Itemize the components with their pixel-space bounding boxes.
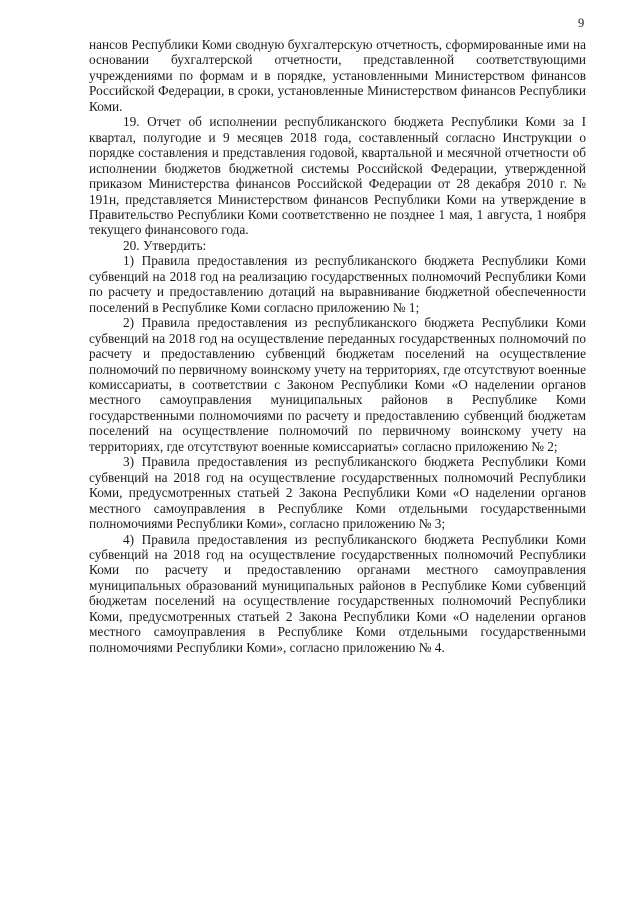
paragraph-item-20-3: 3) Правила предоставления из республиканского бюджета Республики Коми субвенций на 2018 год на осуществление государственных полномочий Республики Коми, предусмотренных статьей 2 Закона Республики Коми «О наделении органов местного самоуправления в Республике Коми отдельными государственными полномочиями Республики Коми», согласно приложению № 3; [89,454,586,532]
document-body [89,37,586,655]
paragraph-item-20: 20. Утвердить: [123,237,207,253]
paragraph-item-20-4: 4) Правила предоставления из республиканского бюджета Республики Коми субвенций на 2018 год на осуществление государственных полномочий Республики Коми по расчету и предоставлению органами местного самоуправления муниципальных образований муниципальных районов в Республике Коми субвенций бюджетам поселений на осуществление государственных полномочий Республики Коми, предусмотренных статьей 2 Закона Республики Коми «О наделении органов местного самоуправления в Республике Коми отдельными государственными полномочиями Республики Коми», согласно приложению № 4. [89,531,586,655]
page-number: 9 [578,16,585,30]
paragraph-continuation: нансов Республики Коми сводную бухгалтерскую отчетность, сформированные ими на основании бухгалтерской отчетности, представленной соответствующими учреждениями по формам и в порядке, установленными Министерством финансов Российской Федерации, в сроки, установленные Министерством финансов Республики Коми. [89,37,586,114]
paragraph-item-20-1: 1) Правила предоставления из республиканского бюджета Республики Коми субвенций на 2018 год на реализацию государственных полномочий Республики Коми по расчету и предоставлению дотаций на выравнивание бюджетной обеспеченности поселений в Республике Коми согласно приложению № 1; [89,253,586,315]
paragraph-item-19: 19. Отчет об исполнении республиканского бюджета Республики Коми за I квартал, полугодие и 9 месяцев 2018 года, составленный согласно Инструкции о порядке составления и представления годовой, квартальной и месячной отчетности об исполнении бюджетов бюджетной системы Российской Федерации, утвержденной приказом Министерства финансов Российской Федерации от 28 декабря 2010 г. № 191н, представляется Министерством финансов Республики Коми на утверждение в Правительство Республики Коми соответственно не позднее 1 мая, 1 августа, 1 ноября текущего финансового года. [89,114,586,238]
paragraph-item-20-2: 2) Правила предоставления из республиканского бюджета Республики Коми субвенций на 2018 год на осуществление переданных государственных полномочий по расчету и предоставлению субвенций бюджетам поселений на осуществление полномочий по первичному воинскому учету на территориях, где отсутствуют военные комиссариаты, в соответствии с Законом Республики Коми «О наделении органов местного самоуправления муниципальных районов в Республике Коми государственными полномочиями по расчету и предоставлению субвенций бюджетам поселений на осуществление полномочий по первичному воинскому учету на территориях, где отсутствуют военные комиссариаты» согласно приложению № 2; [89,315,586,454]
